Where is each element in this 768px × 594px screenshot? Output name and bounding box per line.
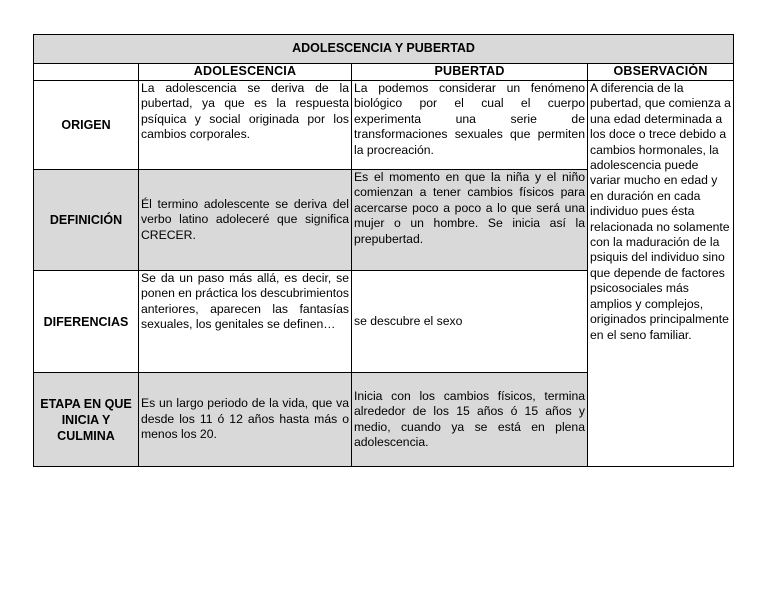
cell-origen-adolescencia: La adolescencia se deriva de la pubertad, ya que es la respuesta psíquica y social originada por los cambios corporales.: [139, 81, 352, 170]
row-label-definicion: DEFINICIÓN: [34, 170, 139, 271]
header-adolescencia: ADOLESCENCIA: [139, 64, 352, 81]
header-observacion: OBSERVACIÓN: [588, 64, 734, 81]
cell-diferencias-pubertad: se descubre el sexo: [352, 271, 588, 373]
cell-definicion-adolescencia: Él termino adolescente se deriva del verbo latino adoleceré que significa CRECER.: [139, 170, 352, 271]
cell-etapa-adolescencia: Es un largo periodo de la vida, que va desde los 11 ó 12 años hasta más o menos los 20.: [139, 373, 352, 467]
table-row: [34, 81, 734, 170]
cell-etapa-pubertad: Inicia con los cambios físicos, termina alrededor de los 15 años ó 15 años y medio, cuando ya se está en plena adolescencia.: [352, 373, 588, 467]
cell-origen-pubertad: La podemos considerar un fenómeno biológico por el cual el cuerpo experimenta una serie de transformaciones sexuales que permiten la procreación.: [352, 81, 588, 170]
header-pubertad: PUBERTAD: [352, 64, 588, 81]
comparison-table: [33, 34, 734, 467]
row-label-origen: ORIGEN: [34, 81, 139, 170]
title-row: [34, 35, 734, 64]
cell-diferencias-adolescencia: Se da un paso más allá, es decir, se ponen en práctica los descubrimientos anteriores, aparecen las fantasías sexuales, los genitales se definen…: [139, 271, 352, 373]
header-row: [34, 64, 734, 81]
cell-observacion: A diferencia de la pubertad, que comienza a una edad determinada a los doce o trece debido a cambios hormonales, la adolescencia puede variar mucho en edad y en duración en cada individuo pues ésta relacionada no solamente con la maduración de la psiquis del individuo sino que depende de factores psicosociales más amplios y complejos, originados principalmente en el seno familiar.: [588, 81, 734, 467]
row-label-etapa: ETAPA EN QUE INICIA Y CULMINA: [34, 373, 139, 467]
table-title: ADOLESCENCIA Y PUBERTAD: [34, 35, 734, 64]
header-blank: [34, 64, 139, 81]
row-label-diferencias: DIFERENCIAS: [34, 271, 139, 373]
cell-definicion-pubertad: Es el momento en que la niña y el niño comienzan a tener cambios físicos para acercarse poco a poco a lo que será una mujer o un hombre. Se inicia así la prepubertad.: [352, 170, 588, 271]
